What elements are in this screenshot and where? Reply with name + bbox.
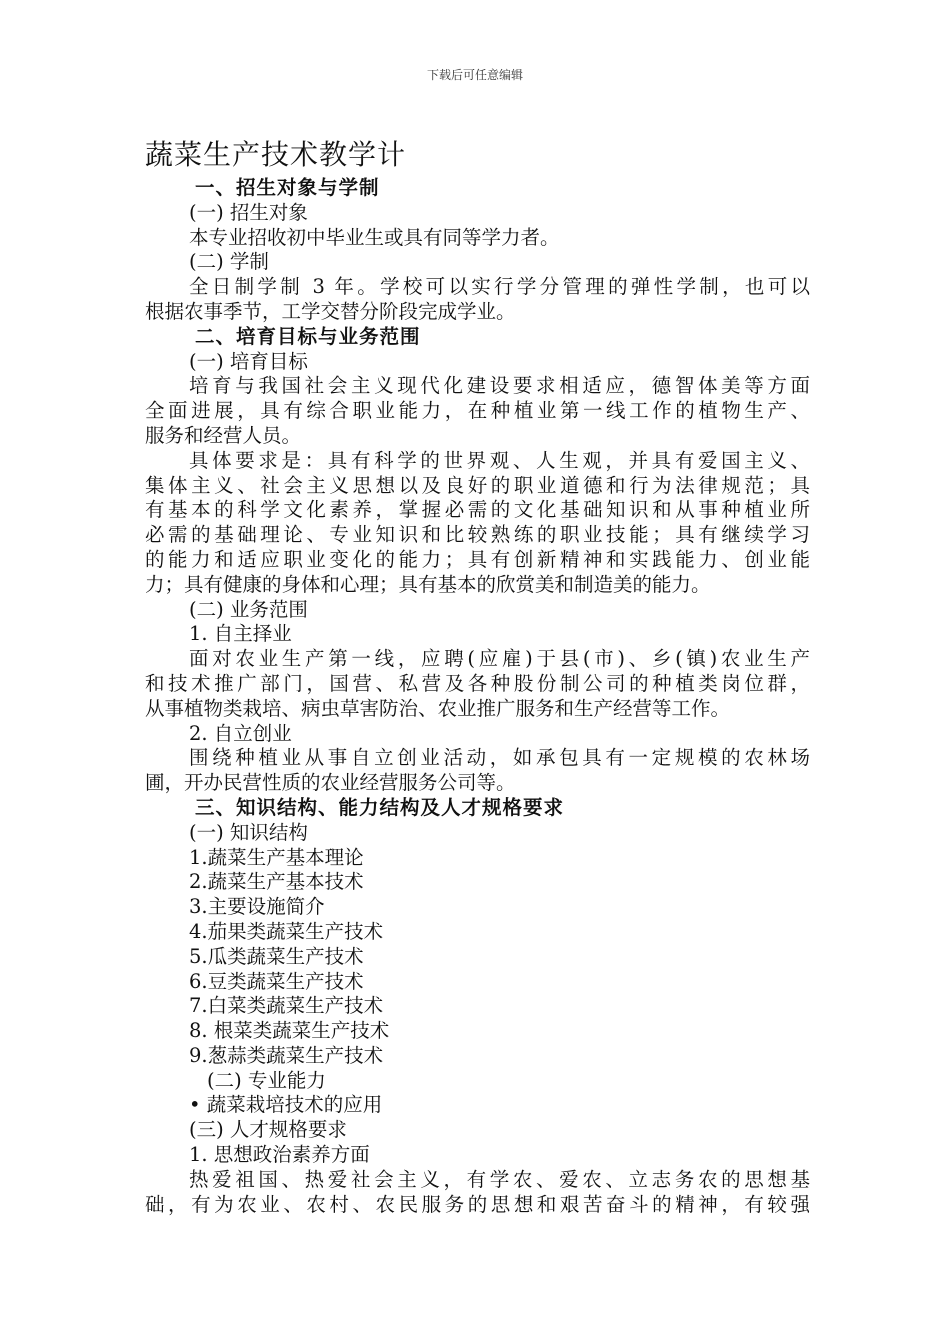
text-line: 全面进展，具有综合职业能力，在种植业第一线工作的植物生产、 [145, 399, 810, 423]
text-line: 根据农事季节，工学交替分阶段完成学业。 [145, 299, 516, 323]
text-line: 8. 根菜类蔬菜生产技术 [189, 1019, 390, 1043]
text-line: 6.豆类蔬菜生产技术 [189, 969, 364, 993]
text-line: 必需的基础理论、专业知识和比较熟练的职业技能；具有继续学习 [145, 523, 810, 547]
text-line: 1.蔬菜生产基本理论 [189, 845, 364, 869]
text-line: (二) 业务范围 [189, 597, 308, 621]
text-line: (二) 学制 [189, 250, 269, 274]
text-line: 集体主义、社会主义思想以及良好的职业道德和行为法律规范；具 [145, 473, 810, 497]
text-line: 的能力和适应职业变化的能力；具有创新精神和实践能力、创业能 [145, 547, 810, 571]
section-heading: 一、招生对象与学制 [195, 176, 380, 199]
text-line: 2. 自立创业 [189, 721, 292, 745]
document-body [145, 176, 810, 1217]
text-line: 力；具有健康的身体和心理；具有基本的欣赏美和制造美的能力。 [145, 572, 711, 596]
text-line: 4.茄果类蔬菜生产技术 [189, 919, 384, 943]
text-line: (一) 知识结构 [189, 820, 308, 844]
text-line: (三) 人才规格要求 [189, 1118, 347, 1142]
text-line: 服务和经营人员。 [145, 423, 302, 447]
text-line: (二) 专业能力 [207, 1068, 326, 1092]
text-line: 具体要求是：具有科学的世界观、人生观，并具有爱国主义、 [189, 448, 810, 472]
document-title: 蔬菜生产技术教学计 [145, 138, 407, 171]
text-line: 础，有为农业、农村、农民服务的思想和艰苦奋斗的精神，有较强 [145, 1192, 810, 1216]
text-line: 热爱祖国、热爱社会主义，有学农、爱农、立志务农的思想基 [189, 1167, 810, 1191]
text-line: 1. 思想政治素养方面 [189, 1143, 370, 1167]
section-heading: 二、培育目标与业务范围 [195, 324, 421, 348]
text-line: 9.葱蒜类蔬菜生产技术 [189, 1043, 384, 1067]
text-line: 1. 自主择业 [189, 622, 292, 646]
text-line: 有基本的科学文化素养，掌握必需的文化基础知识和从事种植业所 [145, 498, 810, 522]
section-heading: 三、知识结构、能力结构及人才规格要求 [195, 795, 565, 819]
text-line: (一) 招生对象 [189, 200, 308, 224]
text-line: 3.主要设施简介 [189, 895, 325, 919]
text-line: 培育与我国社会主义现代化建设要求相适应，德智体美等方面 [189, 374, 810, 398]
text-line: 和技术推广部门，国营、私营及各种股份制公司的种植类岗位群， [145, 671, 810, 695]
text-line: (一) 培育目标 [189, 349, 308, 373]
text-line: 2.蔬菜生产基本技术 [189, 870, 364, 894]
text-line: 5.瓜类蔬菜生产技术 [189, 944, 364, 968]
page-header: 下载后可任意编辑 [426, 68, 523, 82]
text-line: 圃，开办民营性质的农业经营服务公司等。 [145, 771, 516, 795]
text-line: 本专业招收初中毕业生或具有同等学力者。 [189, 225, 560, 249]
text-line: 全日制学制 3 年。学校可以实行学分管理的弹性学制，也可以 [189, 275, 810, 299]
text-line: 7.白菜类蔬菜生产技术 [189, 994, 384, 1018]
text-line: 面对农业生产第一线，应聘(应雇)于县(市)、乡(镇)农业生产 [189, 647, 810, 671]
text-line: 围绕种植业从事自立创业活动，如承包具有一定规模的农林场 [189, 746, 810, 770]
text-line: 从事植物类栽培、病虫草害防治、农业推广服务和生产经营等工作。 [145, 696, 731, 720]
text-line: • 蔬菜栽培技术的应用 [189, 1093, 383, 1117]
